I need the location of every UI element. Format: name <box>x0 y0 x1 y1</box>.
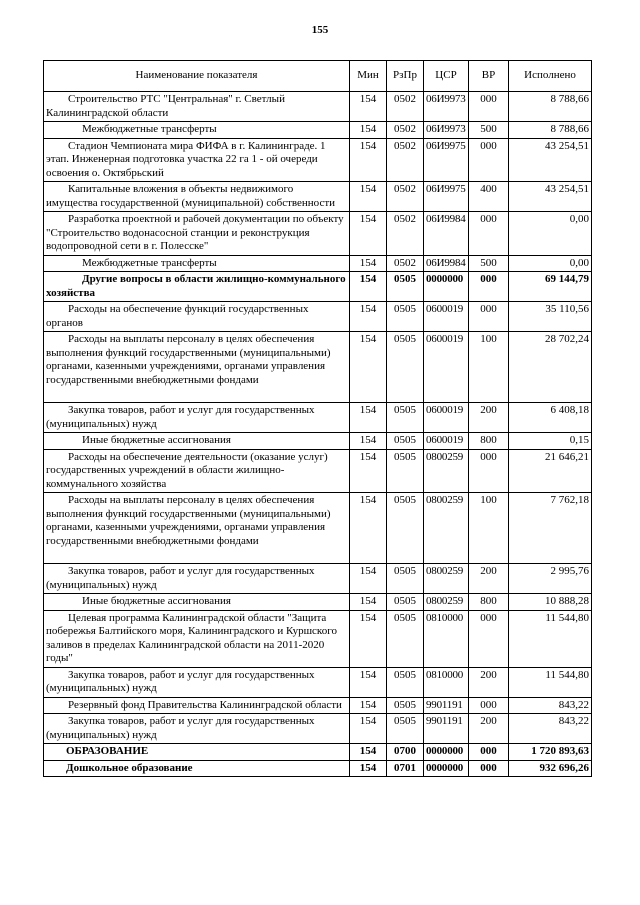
row-csr: 0800259 <box>424 564 469 594</box>
row-name: Закупка товаров, работ и услуг для государственных (муниципальных) нужд <box>44 667 350 697</box>
header-name: Наименование показателя <box>44 61 350 92</box>
header-csr: ЦСР <box>424 61 469 92</box>
table-row <box>44 760 592 777</box>
row-sum: 28 702,24 <box>509 332 592 403</box>
row-name: Строительство РТС "Центральная" г. Светлый Калининградской области <box>44 92 350 122</box>
table-row <box>44 92 592 122</box>
row-min: 154 <box>350 212 387 256</box>
row-csr: 9901191 <box>424 697 469 714</box>
row-name: Целевая программа Калининградской области "Защита побережья Балтийского моря, Калининградского и Куршского заливов в пределах Калининградской области на 2011-2020 годы" <box>44 610 350 667</box>
row-name: Расходы на выплаты персоналу в целях обеспечения выполнения функций государственными (муниципальными) органами, казенными учреждениями, органами управления государственными внебюджетными фондами <box>44 332 350 403</box>
row-csr: 06И9973 <box>424 92 469 122</box>
row-vr: 500 <box>469 122 509 139</box>
row-vr: 100 <box>469 493 509 564</box>
budget-table <box>43 60 592 777</box>
row-min: 154 <box>350 714 387 744</box>
row-rzpr: 0505 <box>387 403 424 433</box>
table-row <box>44 697 592 714</box>
table-row <box>44 302 592 332</box>
row-csr: 0000000 <box>424 272 469 302</box>
row-csr: 0800259 <box>424 594 469 611</box>
table-row <box>44 714 592 744</box>
row-name: Закупка товаров, работ и услуг для государственных (муниципальных) нужд <box>44 714 350 744</box>
row-name: ОБРАЗОВАНИЕ <box>44 744 350 761</box>
row-vr: 000 <box>469 272 509 302</box>
table-row <box>44 212 592 256</box>
row-rzpr: 0505 <box>387 493 424 564</box>
row-vr: 000 <box>469 610 509 667</box>
row-sum: 11 544,80 <box>509 667 592 697</box>
row-sum: 0,15 <box>509 433 592 450</box>
table-row <box>44 667 592 697</box>
row-rzpr: 0505 <box>387 449 424 493</box>
row-rzpr: 0505 <box>387 433 424 450</box>
table-row <box>44 594 592 611</box>
row-csr: 0800259 <box>424 449 469 493</box>
row-rzpr: 0505 <box>387 667 424 697</box>
row-csr: 9901191 <box>424 714 469 744</box>
row-rzpr: 0502 <box>387 212 424 256</box>
row-name: Иные бюджетные ассигнования <box>44 594 350 611</box>
row-min: 154 <box>350 272 387 302</box>
row-min: 154 <box>350 122 387 139</box>
row-vr: 000 <box>469 302 509 332</box>
row-rzpr: 0505 <box>387 302 424 332</box>
row-sum: 932 696,26 <box>509 760 592 777</box>
row-name: Расходы на обеспечение функций государственных органов <box>44 302 350 332</box>
row-vr: 000 <box>469 744 509 761</box>
row-vr: 000 <box>469 760 509 777</box>
row-sum: 843,22 <box>509 697 592 714</box>
row-rzpr: 0700 <box>387 744 424 761</box>
table-row <box>44 493 592 564</box>
table-row <box>44 332 592 403</box>
row-vr: 400 <box>469 182 509 212</box>
row-sum: 1 720 893,63 <box>509 744 592 761</box>
row-sum: 43 254,51 <box>509 182 592 212</box>
row-name: Капитальные вложения в объекты недвижимого имущества государственной (муниципальной) собственности <box>44 182 350 212</box>
header-min: Мин <box>350 61 387 92</box>
row-csr: 0000000 <box>424 760 469 777</box>
row-min: 154 <box>350 255 387 272</box>
row-name: Межбюджетные трансферты <box>44 255 350 272</box>
row-name: Резервный фонд Правительства Калининградской области <box>44 697 350 714</box>
row-sum: 6 408,18 <box>509 403 592 433</box>
table-row <box>44 744 592 761</box>
row-rzpr: 0502 <box>387 138 424 182</box>
row-min: 154 <box>350 564 387 594</box>
row-rzpr: 0505 <box>387 594 424 611</box>
row-name: Закупка товаров, работ и услуг для государственных (муниципальных) нужд <box>44 403 350 433</box>
row-sum: 21 646,21 <box>509 449 592 493</box>
row-rzpr: 0505 <box>387 272 424 302</box>
row-rzpr: 0502 <box>387 92 424 122</box>
row-min: 154 <box>350 182 387 212</box>
row-min: 154 <box>350 760 387 777</box>
table-row <box>44 564 592 594</box>
row-sum: 11 544,80 <box>509 610 592 667</box>
row-vr: 200 <box>469 564 509 594</box>
table-header-row <box>44 61 592 92</box>
row-vr: 200 <box>469 714 509 744</box>
row-sum: 69 144,79 <box>509 272 592 302</box>
row-name: Межбюджетные трансферты <box>44 122 350 139</box>
row-sum: 7 762,18 <box>509 493 592 564</box>
row-vr: 000 <box>469 449 509 493</box>
table-row <box>44 122 592 139</box>
row-csr: 06И9973 <box>424 122 469 139</box>
row-min: 154 <box>350 610 387 667</box>
row-csr: 0600019 <box>424 433 469 450</box>
row-min: 154 <box>350 433 387 450</box>
row-vr: 800 <box>469 433 509 450</box>
row-rzpr: 0505 <box>387 332 424 403</box>
header-rzpr: РзПр <box>387 61 424 92</box>
row-csr: 0600019 <box>424 332 469 403</box>
table-row <box>44 433 592 450</box>
row-name: Иные бюджетные ассигнования <box>44 433 350 450</box>
row-name: Расходы на выплаты персоналу в целях обеспечения выполнения функций государственными (муниципальными) органами, казенными учреждениями, органами управления государственными внебюджетными фондами <box>44 493 350 564</box>
table-row <box>44 449 592 493</box>
row-rzpr: 0505 <box>387 610 424 667</box>
row-sum: 0,00 <box>509 212 592 256</box>
row-csr: 0600019 <box>424 302 469 332</box>
row-csr: 06И9975 <box>424 138 469 182</box>
row-vr: 000 <box>469 697 509 714</box>
row-sum: 8 788,66 <box>509 122 592 139</box>
row-min: 154 <box>350 332 387 403</box>
row-rzpr: 0505 <box>387 697 424 714</box>
row-vr: 200 <box>469 667 509 697</box>
row-min: 154 <box>350 697 387 714</box>
row-min: 154 <box>350 667 387 697</box>
row-sum: 2 995,76 <box>509 564 592 594</box>
row-vr: 000 <box>469 92 509 122</box>
row-sum: 10 888,28 <box>509 594 592 611</box>
row-min: 154 <box>350 493 387 564</box>
row-min: 154 <box>350 302 387 332</box>
row-sum: 35 110,56 <box>509 302 592 332</box>
row-vr: 800 <box>469 594 509 611</box>
row-name: Закупка товаров, работ и услуг для государственных (муниципальных) нужд <box>44 564 350 594</box>
row-csr: 06И9984 <box>424 212 469 256</box>
page-number: 155 <box>311 24 329 36</box>
row-csr: 0810000 <box>424 610 469 667</box>
row-min: 154 <box>350 594 387 611</box>
row-name: Разработка проектной и рабочей документации по объекту "Строительство водонасосной станции и реконструкция водопроводной сети в г. Полесске" <box>44 212 350 256</box>
row-name: Другие вопросы в области жилищно-коммунального хозяйства <box>44 272 350 302</box>
table-row <box>44 182 592 212</box>
row-sum: 43 254,51 <box>509 138 592 182</box>
row-min: 154 <box>350 138 387 182</box>
row-sum: 0,00 <box>509 255 592 272</box>
row-vr: 100 <box>469 332 509 403</box>
row-csr: 0810000 <box>424 667 469 697</box>
row-vr: 500 <box>469 255 509 272</box>
row-csr: 0800259 <box>424 493 469 564</box>
row-sum: 8 788,66 <box>509 92 592 122</box>
row-rzpr: 0502 <box>387 255 424 272</box>
header-vr: ВР <box>469 61 509 92</box>
row-min: 154 <box>350 403 387 433</box>
row-min: 154 <box>350 92 387 122</box>
table-row <box>44 138 592 182</box>
row-name: Расходы на обеспечение деятельности (оказание услуг) государственных учреждений в области жилищно-коммунального хозяйства <box>44 449 350 493</box>
row-vr: 000 <box>469 138 509 182</box>
row-vr: 000 <box>469 212 509 256</box>
header-sum: Исполнено <box>509 61 592 92</box>
row-rzpr: 0701 <box>387 760 424 777</box>
row-min: 154 <box>350 744 387 761</box>
row-rzpr: 0505 <box>387 714 424 744</box>
table-row <box>44 272 592 302</box>
table-row <box>44 255 592 272</box>
row-min: 154 <box>350 449 387 493</box>
row-csr: 0600019 <box>424 403 469 433</box>
table-row <box>44 403 592 433</box>
row-csr: 06И9975 <box>424 182 469 212</box>
row-csr: 06И9984 <box>424 255 469 272</box>
row-rzpr: 0502 <box>387 182 424 212</box>
row-sum: 843,22 <box>509 714 592 744</box>
row-rzpr: 0502 <box>387 122 424 139</box>
row-rzpr: 0505 <box>387 564 424 594</box>
row-name: Стадион Чемпионата мира ФИФА в г. Калининграде. 1 этап. Инженерная подготовка участка 22 га 1 - ой очереди освоения о. Октябрьский <box>44 138 350 182</box>
row-name: Дошкольное образование <box>44 760 350 777</box>
row-csr: 0000000 <box>424 744 469 761</box>
row-vr: 200 <box>469 403 509 433</box>
table-row <box>44 610 592 667</box>
